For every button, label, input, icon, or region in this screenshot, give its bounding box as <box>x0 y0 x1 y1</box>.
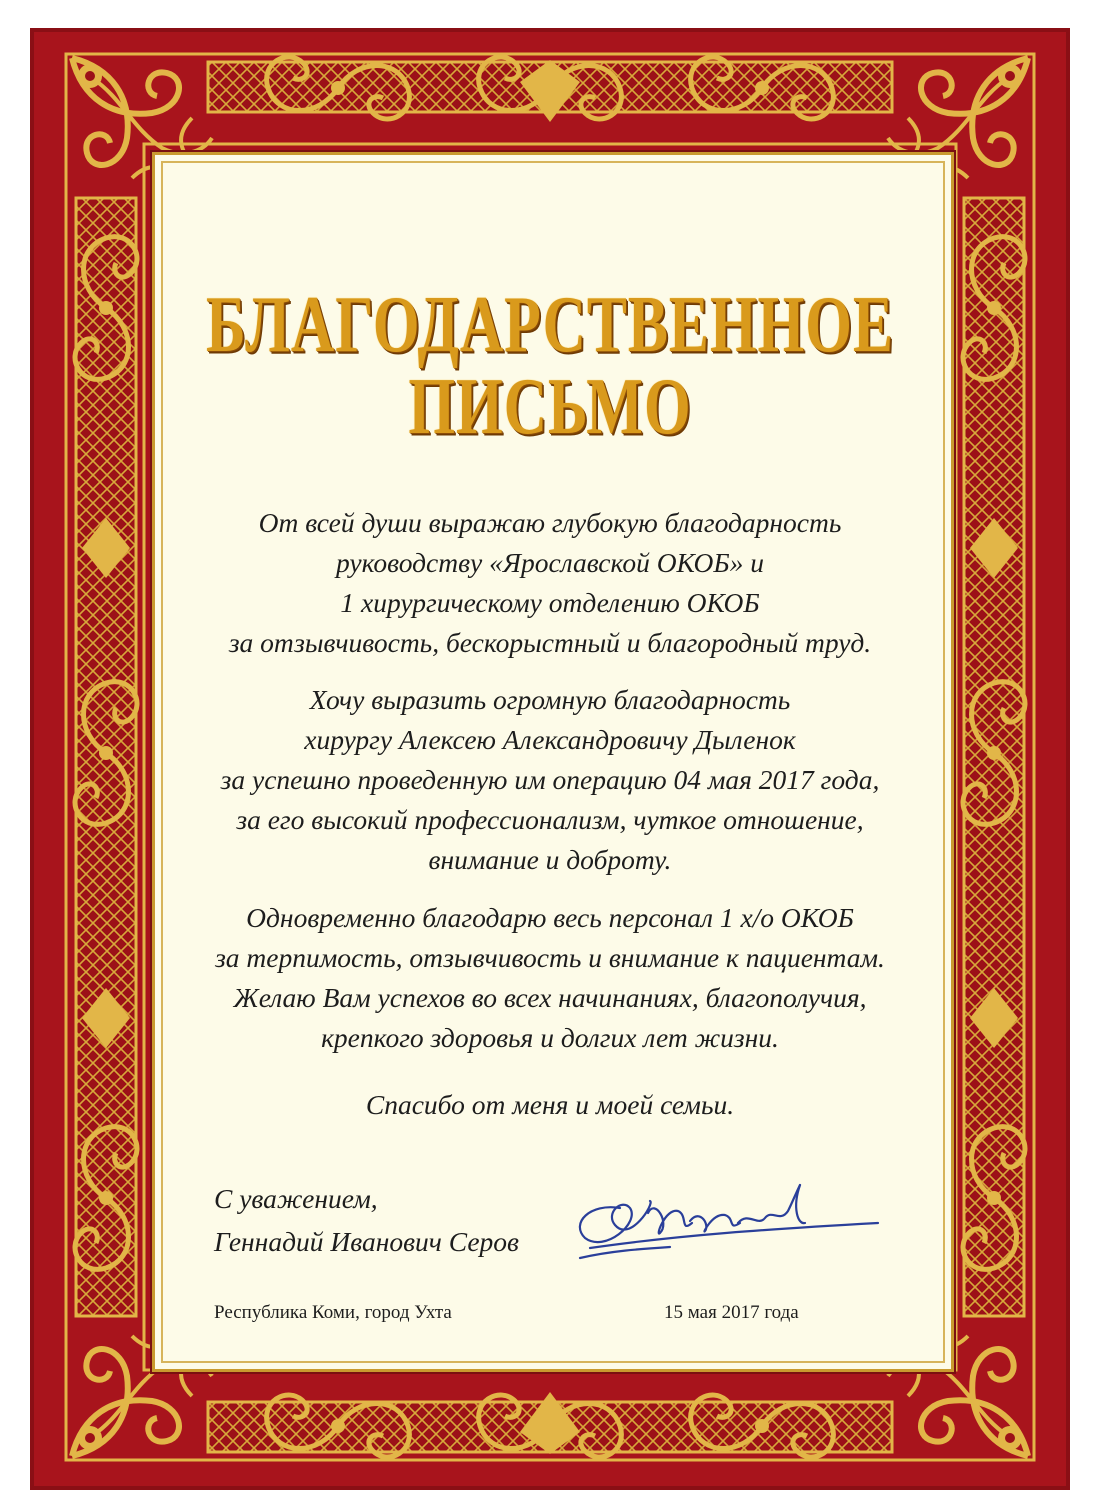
paragraph-line: От всей души выражаю глубокую благодарность <box>258 507 842 538</box>
paragraph-line: за его высокий профессионализм, чуткое отношение, <box>236 804 864 835</box>
date-text: 15 мая 2017 года <box>664 1302 799 1323</box>
letter-title-line-2: ПИСЬМО <box>408 361 692 451</box>
paragraph-line: Спасибо от меня и моей семьи. <box>365 1089 735 1120</box>
handwritten-signature <box>560 1163 890 1273</box>
paragraph-line: хирургу Алексею Александровичу Дыленок <box>304 724 796 755</box>
paragraph-4 <box>140 1085 960 1125</box>
paragraph-2 <box>140 680 960 880</box>
paragraph-line: Хочу выразить огромную благодарность <box>309 684 791 715</box>
letter-title-line-1: БЛАГОДАРСТВЕННОЕ <box>206 279 894 369</box>
paragraph-line: Одновременно благодарю весь персонал 1 х/о ОКОБ <box>246 902 854 933</box>
place-text: Республика Коми, город Ухта <box>214 1302 452 1323</box>
paragraph-3 <box>140 898 960 1058</box>
paragraph-line: Желаю Вам успехов во всех начинаниях, благополучия, <box>233 982 867 1013</box>
paragraph-line: за успешно проведенную им операцию 04 мая 2017 года, <box>220 764 880 795</box>
paragraph-line: руководству «Ярославской ОКОБ» и <box>336 547 764 578</box>
paragraph-line: 1 хирургическому отделению ОКОБ <box>340 587 760 618</box>
paragraph-line: за терпимость, отзывчивость и внимание к пациентам. <box>215 942 885 973</box>
paragraph-line: за отзывчивость, бескорыстный и благородный труд. <box>228 627 872 658</box>
paragraph-line: внимание и доброту. <box>428 844 672 875</box>
paragraph-line: крепкого здоровья и долгих лет жизни. <box>321 1022 779 1053</box>
signature-block <box>214 1177 519 1263</box>
paragraph-1 <box>140 503 960 663</box>
signer-name: Геннадий Иванович Серов <box>214 1226 519 1257</box>
closing-text: С уважением, <box>214 1183 378 1214</box>
